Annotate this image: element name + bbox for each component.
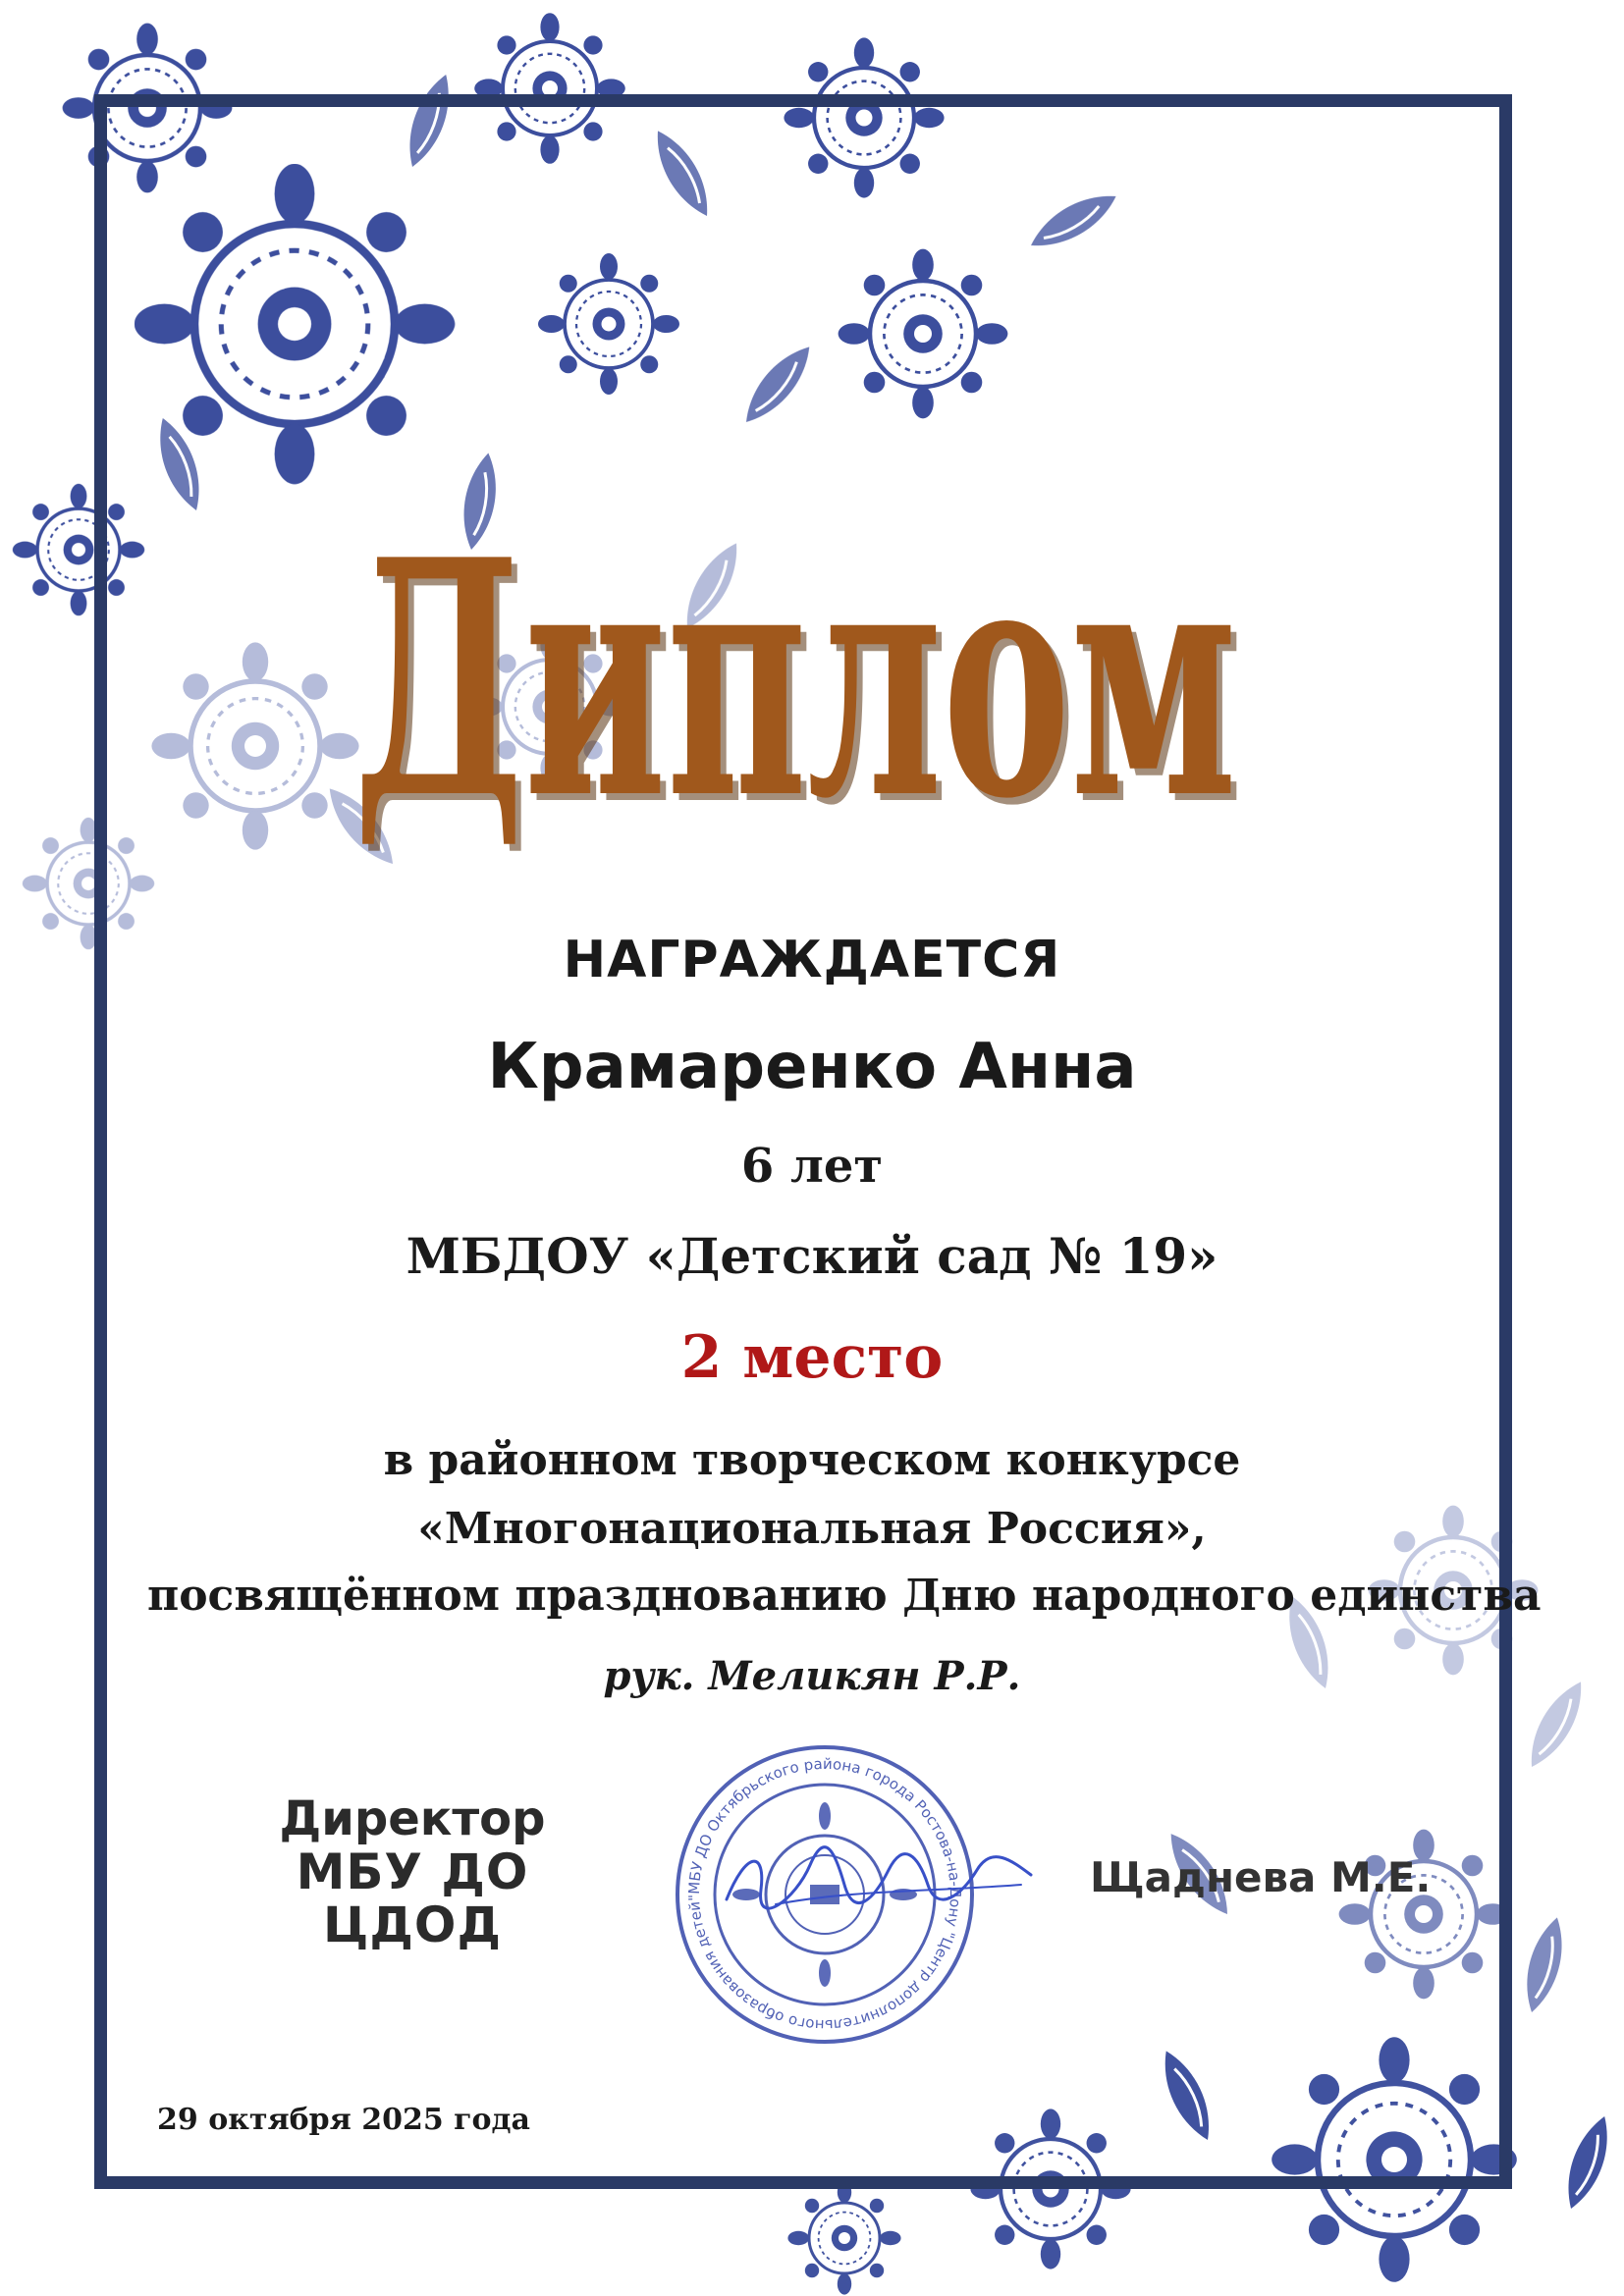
stamp-text: МБУ ДО Октябрьского района города Ростова-на-Дону "Центр дополнительного образования детей" — [684, 1754, 965, 2035]
handwritten-signature — [717, 1831, 1041, 1919]
diploma-title — [324, 432, 1267, 864]
leader-name: рук. Меликян Р.Р. — [603, 1653, 1021, 1699]
director-title-line-1: Директор — [279, 1791, 546, 1846]
director-title-line-2: МБУ ДО ЦДОД — [296, 1842, 529, 1953]
issue-date: 29 октября 2025 года — [157, 2103, 530, 2137]
director-title — [211, 1791, 614, 1953]
award-place: 2 место — [680, 1323, 944, 1392]
title-shadow: Диплом — [359, 496, 1243, 864]
recipient-name: Крамаренко Анна — [487, 1031, 1137, 1103]
awarded-label: НАГРАЖДАЕТСЯ — [563, 931, 1061, 989]
director-name: Щаднева М.Е. — [1090, 1853, 1432, 1901]
recipient-age: 6 лет — [740, 1139, 884, 1194]
contest-line-3: посвящённом празднованию Дню народного единства — [147, 1571, 1542, 1621]
recipient-organization: МБДОУ «Детский сад № 19» — [406, 1227, 1218, 1285]
contest-line-1: в районном творческом конкурсе — [383, 1435, 1241, 1485]
title-text: Диплом — [353, 489, 1237, 864]
contest-line-2: «Многонациональная Россия», — [417, 1504, 1207, 1554]
